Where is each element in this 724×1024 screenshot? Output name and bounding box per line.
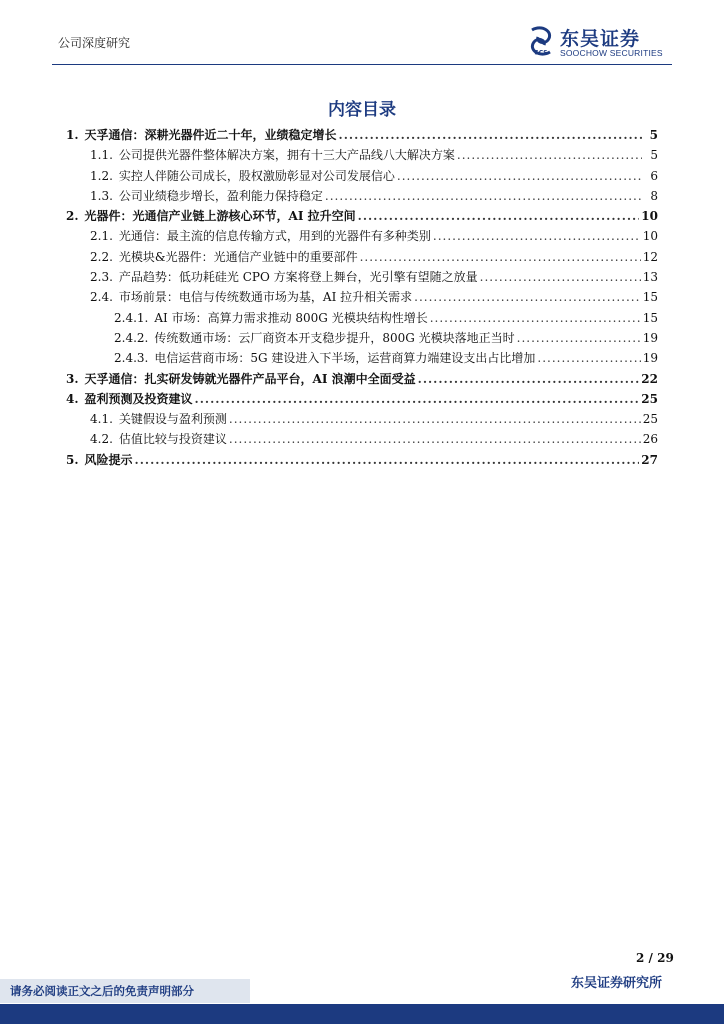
toc-leader-dots	[360, 250, 641, 264]
toc-entry-title: 电信运营商市场：5G 建设进入下半场，运营商算力端建设支出占比增加	[154, 351, 536, 366]
toc-entry[interactable]	[66, 288, 658, 308]
toc-entry-page: 15	[642, 290, 658, 305]
toc-entry-page: 19	[642, 351, 658, 366]
toc-entry-number: 3.	[66, 371, 79, 386]
toc-entry-number: 2.4.2.	[114, 330, 149, 345]
toc-entry-title: AI 市场：高算力需求推动 800G 光模块结构性增长	[154, 310, 428, 325]
toc-entry-title: 天孚通信：深耕光器件近二十年，业绩稳定增长	[84, 128, 337, 142]
header-divider	[52, 64, 672, 65]
toc-leader-dots	[135, 453, 640, 467]
toc-entry-number: 5.	[66, 452, 79, 467]
toc-entry-page: 26	[642, 432, 658, 447]
toc-entry[interactable]	[66, 329, 658, 349]
toc-entry-title: 产品趋势：低功耗硅光 CPO 方案将登上舞台，光引擎有望随之放量	[118, 270, 478, 285]
toc-entry-title: 风险提示	[84, 452, 133, 467]
toc-leader-dots	[430, 311, 641, 325]
page-number: 2 / 29	[636, 951, 674, 965]
toc-leader-dots	[537, 351, 640, 365]
toc-entry-page: 10	[642, 229, 658, 244]
toc-entry-page: 22	[641, 371, 658, 386]
toc-leader-dots	[229, 412, 641, 426]
toc-leader-dots	[397, 169, 642, 183]
toc-entry[interactable]	[66, 309, 658, 329]
disclaimer-banner: 请务必阅读正文之后的免责声明部分	[0, 979, 250, 1003]
toc-leader-dots	[195, 392, 640, 406]
toc-entry-page: 5	[649, 128, 658, 142]
toc-entry-page: 25	[642, 412, 658, 427]
toc-leader-dots	[229, 432, 641, 446]
toc-entry-number: 4.2.	[90, 432, 113, 447]
toc-entry-page: 6	[650, 168, 658, 183]
toc-entry[interactable]	[66, 126, 658, 146]
toc-entry-title: 光模块&光器件：光通信产业链中的重要部件	[118, 249, 358, 264]
footer-bar	[0, 1004, 724, 1024]
toc-entry-number: 2.2.	[90, 249, 113, 264]
toc-entry-title: 盈利预测及投资建议	[84, 391, 193, 406]
toc-entry-page: 25	[641, 391, 658, 406]
toc-leader-dots	[433, 229, 641, 243]
logo-mark-text: SCS	[534, 49, 548, 56]
toc-entry[interactable]	[66, 430, 658, 450]
toc-entry-number: 4.	[66, 391, 79, 406]
toc-entry-page: 12	[642, 249, 658, 264]
toc-entry[interactable]	[66, 227, 658, 247]
toc-entry-page: 19	[642, 330, 658, 345]
toc-leader-dots	[457, 148, 642, 162]
toc-entry-page: 15	[642, 310, 658, 325]
toc-entry[interactable]	[66, 268, 658, 288]
toc-entry-number: 4.1.	[90, 412, 113, 427]
toc-leader-dots	[480, 270, 641, 284]
toc-leader-dots	[325, 189, 642, 203]
toc-entry-number: 2.3.	[90, 270, 113, 285]
toc-entry-title: 光通信：最主流的信息传输方式，用到的光器件有多种类别	[118, 229, 431, 244]
toc-entry-number: 1.3.	[90, 188, 113, 203]
toc-entry[interactable]	[66, 451, 658, 471]
logo-english-name: SOOCHOW SECURITIES	[560, 48, 663, 58]
toc-entry-number: 1.	[66, 128, 79, 142]
toc-entry-title: 天孚通信：扎实研发铸就光器件产品平台，AI 浪潮中全面受益	[84, 371, 416, 386]
toc-leader-dots	[339, 128, 642, 142]
toc-entry[interactable]	[66, 349, 658, 369]
toc-leader-dots	[414, 290, 641, 304]
toc-entry-title: 实控人伴随公司成长，股权激励彰显对公司发展信心	[118, 168, 395, 183]
toc-entry-number: 2.	[66, 209, 79, 224]
toc-entry-number: 1.1.	[90, 148, 113, 163]
toc-entry-page: 8	[650, 188, 658, 203]
toc-entry-number: 2.4.	[90, 290, 113, 305]
toc-entry[interactable]	[66, 390, 658, 410]
toc-entry-number: 2.4.3.	[114, 351, 149, 366]
toc-entry-title: 传统数通市场：云厂商资本开支稳步提升，800G 光模块落地正当时	[154, 330, 515, 345]
toc-entry-page: 10	[641, 209, 658, 224]
toc-leader-dots	[418, 372, 640, 386]
toc-title: 内容目录	[328, 100, 396, 120]
institute-name: 东吴证券研究所	[570, 976, 662, 991]
toc-entry-title: 市场前景：电信与传统数通市场为基，AI 拉升相关需求	[118, 290, 413, 305]
toc-entry[interactable]	[66, 410, 658, 430]
toc-entry-title: 光器件：光通信产业链上游核心环节，AI 拉升空间	[84, 209, 356, 224]
toc-entry[interactable]	[66, 167, 658, 187]
toc-entry-title: 公司提供光器件整体解决方案，拥有十三大产品线八大解决方案	[118, 148, 455, 163]
toc-entry[interactable]	[66, 370, 658, 390]
toc-leader-dots	[517, 331, 641, 345]
toc-entry[interactable]	[66, 187, 658, 207]
logo-mark-icon	[526, 26, 556, 56]
toc-entry-number: 2.1.	[90, 229, 113, 244]
toc-entry-title: 公司业绩稳步增长，盈利能力保持稳定	[118, 188, 323, 203]
toc-entry-number: 2.4.1.	[114, 310, 149, 325]
toc-entry[interactable]	[66, 207, 658, 227]
toc-entry-page: 27	[641, 452, 658, 467]
toc-entry[interactable]	[66, 248, 658, 268]
company-logo	[526, 24, 676, 64]
toc-entry[interactable]	[66, 146, 658, 166]
toc-entry-number: 1.2.	[90, 168, 113, 183]
logo-chinese-name: 东吴证券	[560, 28, 641, 50]
toc-leader-dots	[358, 209, 640, 223]
toc-entry-title: 关键假设与盈利预测	[118, 412, 227, 427]
toc-entry-page: 5	[650, 148, 658, 163]
toc-entry-page: 13	[642, 270, 658, 285]
report-type-label: 公司深度研究	[58, 36, 131, 50]
table-of-contents	[66, 126, 658, 471]
toc-entry-title: 估值比较与投资建议	[118, 432, 227, 447]
